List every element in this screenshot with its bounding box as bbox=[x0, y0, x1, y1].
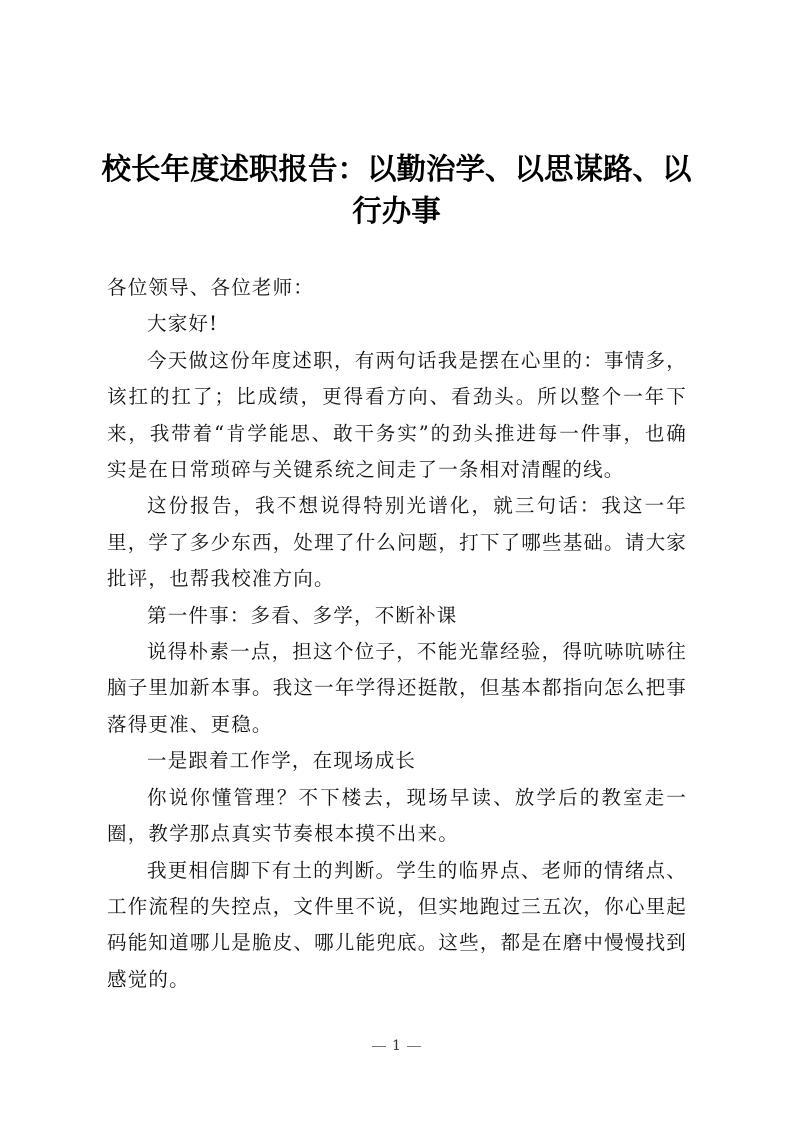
body-paragraph: 说得朴素一点，担这个位子，不能光靠经验，得吭哧吭哧往脑子里加新本事。我这一年学得还挺散，但基本都指向怎么把事落得更准、更稳。 bbox=[107, 640, 687, 736]
document-body bbox=[107, 270, 687, 998]
subsection-heading: 一是跟着工作学，在现场成长 bbox=[147, 749, 417, 773]
salutation: 各位领导、各位老师： bbox=[107, 276, 315, 299]
greeting-paragraph: 大家好! bbox=[147, 312, 219, 336]
section-heading: 第一件事：多看、多学，不断补课 bbox=[147, 603, 458, 627]
page-number: 1 bbox=[392, 1038, 401, 1054]
footer-dash-right bbox=[407, 1046, 421, 1047]
document-title: 校长年度述职报告：以勤治学、以思谋路、以行办事 bbox=[101, 152, 692, 228]
page-footer bbox=[0, 1038, 793, 1054]
body-paragraph: 这份报告，我不想说得特别光谱化，就三句话：我这一年里，学了多少东西，处理了什么问题，打下了哪些基础。请大家批评，也帮我校准方向。 bbox=[107, 494, 687, 591]
body-paragraph: 我更相信脚下有土的判断。学生的临界点、老师的情绪点、工作流程的失控点，文件里不说，但实地跑过三五次，你心里起码能知道哪儿是脆皮、哪儿能兜底。这些，都是在磨中慢慢找到感觉的。 bbox=[107, 858, 687, 991]
footer-dash-left bbox=[372, 1046, 386, 1047]
body-paragraph: 你说你懂管理？不下楼去，现场早读、放学后的教室走一圈，教学那点真实节奏根本摸不出来。 bbox=[107, 785, 687, 846]
body-paragraph: 今天做这份年度述职，有两句话我是摆在心里的：事情多，该扛的扛了；比成绩，更得看方向、看劲头。所以整个一年下来，我带着“肯学能思、敢干务实”的劲头推进每一件事，也确实是在日常琐碎与关键系统之间走了一条相对清醒的线。 bbox=[107, 348, 687, 482]
